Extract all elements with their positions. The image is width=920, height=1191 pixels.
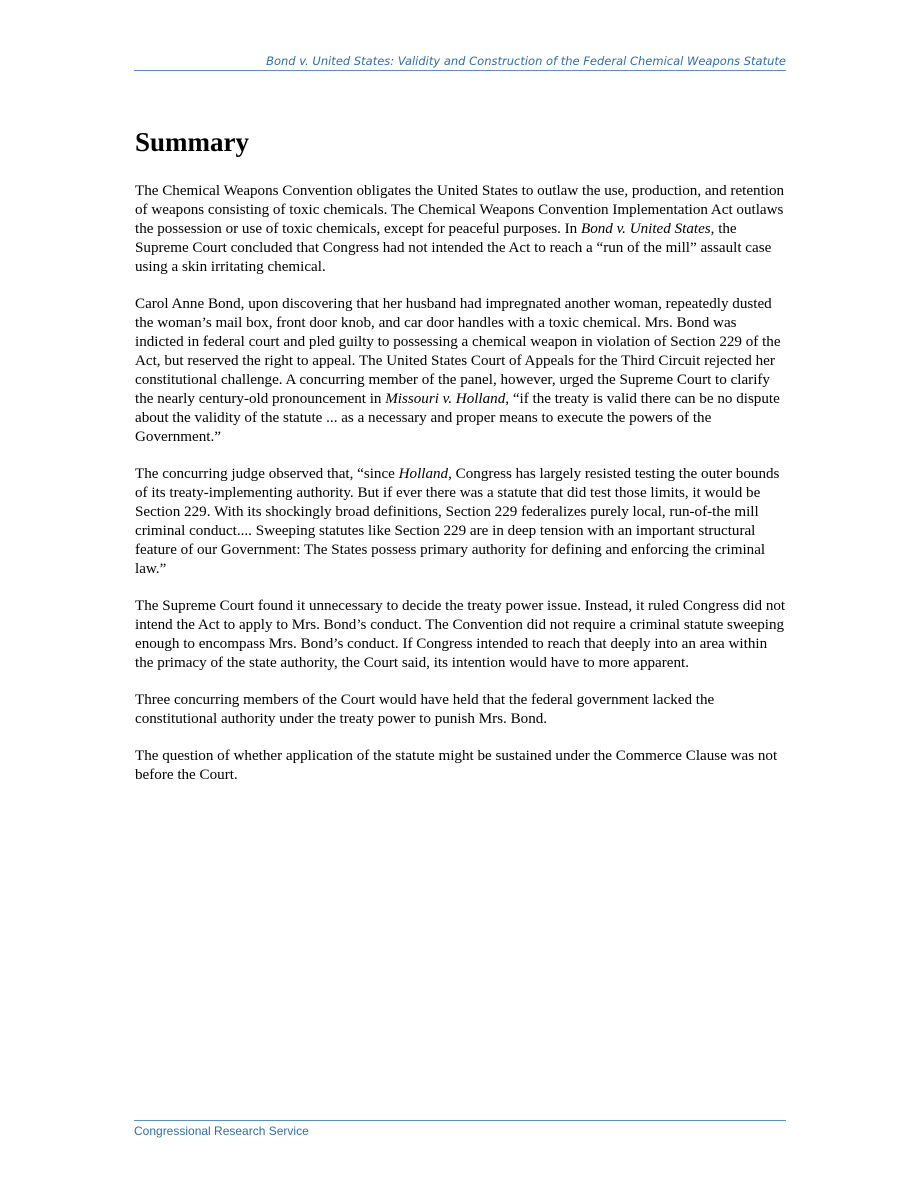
paragraph-1-text-a: The Chemical Weapons Convention obligates the United States to outlaw the use, production, and retention of weapons consisting of toxic chemicals. The Chemical Weapons Convention Implementation Act outlaws the possession or use of toxic chemicals, except for peaceful purposes. In	[135, 183, 785, 237]
paragraph-1-text-c: , the Supreme Court concluded that Congress had not intended the Act to reach a “run of the mill” assault case using a skin irritating chemical.	[135, 221, 772, 275]
paragraph-3-text-a: The concurring judge observed that, “since	[135, 466, 399, 482]
running-footer: Congressional Research Service	[134, 1120, 786, 1139]
paragraph-5: Three concurring members of the Court would have held that the federal government lacked the constitutional authority under the treaty power to punish Mrs. Bond.	[135, 692, 715, 727]
document-body	[135, 124, 787, 803]
paragraph-4: The Supreme Court found it unnecessary to decide the treaty power issue. Instead, it ruled Congress did not intend the Act to apply to Mrs. Bond’s conduct. The Convention did not require a criminal statute sweeping enough to encompass Mrs. Bond’s conduct. If Congress intended to reach that deeply into an area within the primacy of the state authority, the Court said, its intention would have to more apparent.	[135, 598, 786, 671]
paragraph-2-text-c: “if the treaty is valid there can be no dispute about the validity of the statute ... as a necessary and proper means to execute the powers of the Government.”	[135, 391, 780, 445]
case-name-missouri-holland: Missouri v. Holland,	[385, 391, 510, 407]
section-title: Summary	[135, 127, 249, 157]
paragraph-1	[135, 182, 787, 277]
case-name-bond: Bond v. United States	[580, 221, 711, 237]
paragraph-3	[135, 465, 787, 579]
paragraph-6: The question of whether application of the statute might be sustained under the Commerce Clause was not before the Court.	[135, 748, 778, 783]
paragraph-2	[135, 295, 787, 447]
paragraph-3-text-c: , Congress has largely resisted testing the outer bounds of its treaty-implementing authority. But if ever there was a statute that did test those limits, it would be Section 229. With its shockingly broad definitions, Section 229 federalizes purely local, run-of-the mill criminal conduct.... Sweeping statutes like Section 229 are in deep tension with an important structural feature of our Government: The States possess primary authority for defining and enforcing the criminal law.”	[135, 466, 780, 577]
paragraph-2-text-a: Carol Anne Bond, upon discovering that her husband had impregnated another woman, repeatedly dusted the woman’s mail box, front door knob, and car door handles with a toxic chemical. Mrs. Bond was indicted in federal court and pled guilty to possessing a chemical weapon in violation of Section 229 of the Act, but reserved the right to appeal. The United States Court of Appeals for the Third Circuit rejected her constitutional challenge. A concurring member of the panel, however, urged the Supreme Court to clarify the nearly century-old pronouncement in	[135, 296, 781, 407]
running-header: Bond v. United States: Validity and Construction of the Federal Chemical Weapons Statute	[134, 54, 786, 71]
case-name-holland: Holland	[398, 466, 449, 482]
